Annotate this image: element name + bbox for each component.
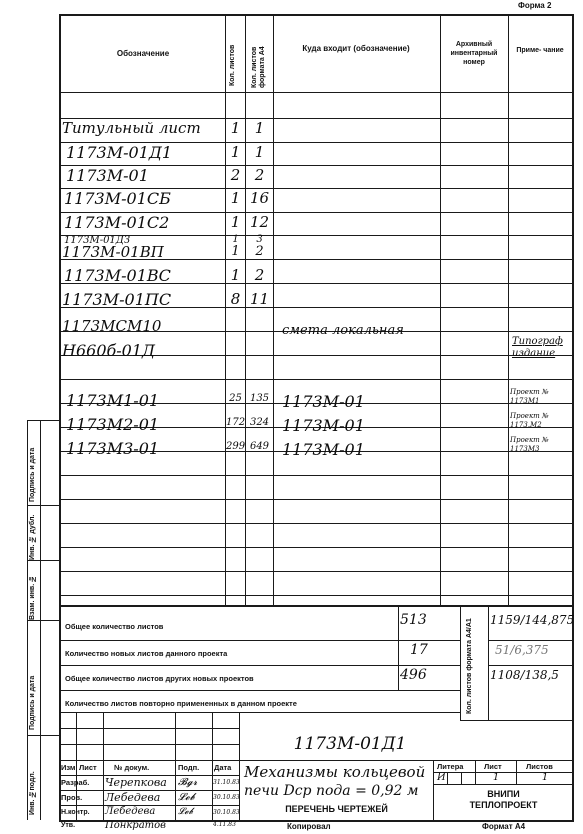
- row-sheets: 1: [232, 234, 239, 245]
- frame-right: [572, 14, 574, 822]
- totals-top-line: [60, 605, 573, 607]
- row-designation: 1173МСМ10: [62, 317, 162, 335]
- header-sheet-count: Кол. листов: [229, 44, 236, 86]
- row-sheets-a4: 2: [254, 166, 265, 184]
- row-line: [60, 499, 573, 500]
- stamp-doc-code: 1173М-01Д1: [293, 734, 407, 754]
- row-designation: Титульный лист: [62, 119, 201, 137]
- totals-col-line: [398, 605, 399, 690]
- row-sheets: 299: [226, 441, 246, 452]
- side-line: [27, 420, 60, 421]
- stamp-razrab-name: Черепкова: [105, 776, 167, 789]
- row-designation: 1173М-01С2: [64, 213, 170, 232]
- stamp-nkontr-date: 30.10.83: [213, 809, 240, 816]
- stamp-row-line: [60, 744, 240, 745]
- stamp-litera-value: И: [437, 772, 446, 783]
- stamp-col-line: [461, 772, 462, 784]
- new-label: Количество новых листов данного проекта: [65, 649, 228, 658]
- footer-format: Формат А4: [482, 822, 526, 831]
- side-label-vzam-inv: Взам. инв. №: [29, 574, 36, 620]
- header-note: Приме- чание: [516, 47, 564, 54]
- stamp-col-izm: Изм: [61, 763, 76, 772]
- totals-line: [488, 640, 573, 641]
- row-sheets-a4: 324: [249, 417, 270, 428]
- row-sheets: 1: [230, 143, 241, 161]
- row-designation: 1173М-01ПС: [62, 290, 172, 309]
- header-sheet-count-a4: Кол. листов формата А4: [251, 46, 266, 88]
- stamp-row-line: [60, 760, 240, 761]
- row-note: Проект № 1173М3: [510, 436, 549, 453]
- row-line: [60, 475, 573, 476]
- row-sheets-a4: 2: [254, 266, 265, 284]
- side-line: [27, 505, 60, 506]
- row-sheets-a4: 1: [254, 119, 265, 137]
- header-where-used: Куда входит (обозначение): [302, 44, 410, 53]
- side-line: [27, 735, 60, 736]
- stamp-top-line: [460, 720, 573, 721]
- row-sheets-a4: 12: [249, 213, 270, 231]
- stamp-utv-name: Понкратов: [105, 820, 166, 831]
- stamp-utv-date: 4.11.83: [213, 821, 236, 828]
- row-designation: Н660б-01Д: [62, 341, 156, 360]
- form-label: Форма 2: [518, 1, 552, 10]
- row-sheets-a4: 11: [249, 290, 270, 308]
- row-designation: 1173М1-01: [66, 391, 160, 410]
- col-line: [245, 15, 246, 605]
- row-designation: 1173М-01СБ: [64, 189, 171, 208]
- new-a4: 51/6,375: [495, 643, 549, 657]
- stamp-col-date: Дата: [214, 763, 232, 772]
- row-sheets: 25: [229, 393, 242, 404]
- row-line: [60, 235, 573, 236]
- stamp-title-line1: Механизмы кольцевой: [244, 763, 426, 781]
- stamp-prov-label: Пров.: [61, 793, 83, 802]
- row-sheets: 1: [230, 266, 241, 284]
- total-a4: 1159/144,875: [490, 613, 575, 627]
- row-designation: 1173М-01ВП: [62, 243, 164, 261]
- row-sheets: 8: [230, 290, 241, 308]
- row-where-used: смета локальная: [282, 323, 404, 338]
- stamp-litera-label: Литера: [437, 762, 464, 771]
- row-sheets-a4: 3: [256, 234, 263, 245]
- row-sheets: 2: [230, 166, 241, 184]
- stamp-sheets-value: 1: [541, 772, 549, 783]
- col-line: [508, 15, 509, 605]
- row-line: [60, 547, 573, 548]
- row-where-used: 1173М-01: [282, 440, 365, 459]
- header-bottom-line: [60, 92, 573, 93]
- col-line: [440, 15, 441, 605]
- new-value: 17: [410, 642, 428, 658]
- row-sheets: 1: [230, 189, 241, 207]
- stamp-col-line: [447, 772, 448, 784]
- total-label: Общее количество листов: [65, 622, 164, 631]
- col-line: [273, 15, 274, 605]
- stamp-nkontr-sign: 𝓛𝓮𝓫: [178, 807, 194, 817]
- other-value: 496: [400, 667, 427, 683]
- row-sheets: 172: [226, 417, 246, 428]
- totals-line: [60, 665, 460, 666]
- stamp-nkontr-label: Н.контр.: [61, 809, 90, 816]
- stamp-title-line2: печи Dср пода = 0,92 м: [244, 783, 419, 799]
- stamp-utv-label: Утв.: [61, 822, 76, 829]
- row-designation: 1173М-01Д1: [66, 143, 173, 162]
- stamp-sheet-value: 1: [492, 772, 500, 783]
- stamp-razrab-label: Разраб.: [61, 778, 90, 787]
- other-label: Общее количество листов других новых проектов: [65, 674, 254, 683]
- stamp-row-line: [60, 728, 240, 729]
- row-designation: 1173М-01ВС: [64, 266, 171, 285]
- row-sheets-a4: 16: [249, 189, 270, 207]
- stamp-title-printed: ПЕРЕЧЕНЬ ЧЕРТЕЖЕЙ: [285, 804, 388, 814]
- side-label-podpis-bottom: Подпись и дата: [29, 675, 36, 730]
- row-note: Проект № 1173.М2: [510, 412, 549, 429]
- row-sheets-a4: 1: [254, 143, 265, 161]
- stamp-prov-name: Лебедева: [105, 791, 161, 804]
- stamp-org-line2: ТЕПЛОПРОЕКТ: [469, 800, 538, 810]
- stamp-col-list: Лист: [79, 763, 97, 772]
- stamp-prov-date: 30.10.83: [213, 794, 240, 801]
- row-sheets: 1: [230, 119, 241, 137]
- row-sheets: 1: [230, 213, 241, 231]
- row-note: Проект № 1173М1: [510, 388, 549, 405]
- row-sheets-a4: 135: [249, 393, 270, 404]
- row-line: [60, 523, 573, 524]
- side-label-podpis-top: Подпись и дата: [29, 447, 36, 502]
- header-designation: Обозначение: [116, 49, 170, 58]
- row-line: [60, 595, 573, 596]
- totals-col-line: [460, 605, 461, 720]
- totals-line: [60, 690, 460, 691]
- row-designation: 1173М-01ДЗ: [64, 235, 131, 246]
- totals-line: [488, 665, 573, 666]
- stamp-nkontr-name: Лебедева: [105, 806, 156, 817]
- stamp-top-line: [60, 712, 460, 713]
- row-note: Типограф издание: [512, 336, 563, 359]
- reused-label: Количество листов повторно примененных в данном проекте: [65, 699, 297, 708]
- col-line: [225, 15, 226, 605]
- header-archive-number: Архивный инвентарный номер: [450, 41, 498, 66]
- stamp-razrab-date: 31.10.83: [213, 779, 240, 786]
- footer-copied: Копировал: [287, 822, 331, 831]
- row-where-used: 1173М-01: [282, 392, 365, 411]
- row-designation: 1173М3-01: [66, 439, 160, 458]
- frame-top: [60, 14, 573, 16]
- side-label-inv-podl: Инв. №подл.: [29, 771, 36, 815]
- stamp-row-line: [433, 784, 573, 785]
- row-sheets-a4: 649: [249, 441, 270, 452]
- stamp-col-doc-no: № докум.: [114, 763, 150, 772]
- totals-col-line: [488, 605, 489, 720]
- side-line: [27, 560, 60, 561]
- frame-left: [59, 14, 61, 822]
- side-label-inv-dubl: Инв. № дубл.: [29, 514, 36, 560]
- stamp-sheets-label: Листов: [526, 762, 553, 771]
- side-line: [27, 620, 60, 621]
- stamp-prov-sign: 𝓛𝓮𝓫: [178, 792, 195, 803]
- row-designation: 1173М2-01: [66, 415, 160, 434]
- stamp-sheet-label: Лист: [484, 762, 502, 771]
- total-value: 513: [400, 612, 427, 628]
- row-sheets-a4: 2: [255, 244, 264, 259]
- row-sheets: 1: [231, 244, 240, 259]
- stamp-code-bottom: [240, 760, 573, 761]
- stamp-col-sign: Подп.: [178, 763, 200, 772]
- stamp-razrab-sign: 𝓑𝓰𝓻: [178, 777, 198, 788]
- row-line: [60, 571, 573, 572]
- other-a4: 1108/138,5: [490, 668, 559, 682]
- totals-a4-header: Кол. листов формата А4/А1: [466, 618, 473, 714]
- totals-line: [60, 640, 460, 641]
- row-designation: 1173М-01: [66, 166, 149, 185]
- row-where-used: 1173М-01: [282, 416, 365, 435]
- row-line: [60, 379, 573, 380]
- stamp-org-line1: ВНИПИ: [487, 789, 520, 799]
